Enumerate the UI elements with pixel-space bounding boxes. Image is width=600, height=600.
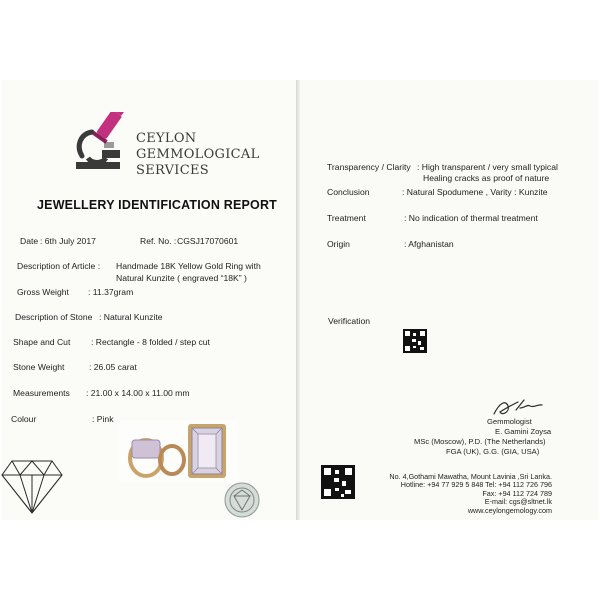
gemmologist-qualification-1: MSc (Moscow), P.D. (The Netherlands) <box>414 437 546 446</box>
contact-website[interactable]: www.ceylongemology.com <box>467 505 552 515</box>
measurements-value: : 21.00 x 14.00 x 11.00 mm <box>86 388 190 398</box>
transparency-value-2: Healing cracks as proof of nature <box>423 173 550 183</box>
microscope-logo-icon <box>72 112 130 174</box>
transparency-value-1: : High transparent / very small typical <box>417 162 558 172</box>
gemmologist-name: E. Gamini Zoysa <box>495 427 552 436</box>
stone-description-value: : Natural Kunzite <box>99 312 163 322</box>
origin-label: Origin <box>327 239 350 249</box>
conclusion-label: Conclusion <box>327 187 370 197</box>
ref-label: Ref. No. : <box>140 236 177 246</box>
description-line-1: Handmade 18K Yellow Gold Ring with <box>116 261 261 271</box>
stone-description-label: Description of Stone <box>15 312 93 322</box>
contact-block <box>374 473 552 515</box>
date-value: : 6th July 2017 <box>40 236 96 246</box>
colour-value: : Pink <box>92 414 114 424</box>
hologram-seal-icon <box>224 482 260 518</box>
description-line-2: Natural Kunzite ( engraved “18K” ) <box>116 273 247 283</box>
ref-value: CGSJ17070601 <box>177 236 239 246</box>
shape-value: : Rectangle - 8 folded / step cut <box>91 337 210 347</box>
conclusion-value: : Natural Spodumene , Varity : Kunzite <box>402 187 548 197</box>
page-fold <box>296 80 300 520</box>
stone-weight-value: : 26.05 carat <box>89 362 137 372</box>
treatment-label: Treatment <box>327 213 366 223</box>
contact-address: No. 4,Gothami Mawatha, Mount Lavinia ,Sri Lanka. <box>389 472 552 481</box>
origin-value: : Afghanistan <box>404 239 454 249</box>
website-qr-code[interactable] <box>321 465 355 499</box>
gross-weight-label: Gross Weight <box>17 287 69 297</box>
org-line-3: SERVICES <box>136 163 209 178</box>
contact-email[interactable]: E-mail: cgs@sltnet.lk <box>484 497 552 507</box>
contact-fax: Fax: +94 112 724 789 <box>482 488 552 498</box>
description-label: Description of Article : <box>17 261 101 271</box>
diamond-outline-icon <box>0 455 64 515</box>
gross-weight-value: : 11.37gram <box>88 287 134 297</box>
gemmologist-qualification-2: FGA (UK), G.G. (GIA, USA) <box>446 447 540 456</box>
colour-label: Colour <box>11 414 37 424</box>
ring-photo <box>118 420 238 482</box>
report-title: JEWELLERY IDENTIFICATION REPORT <box>37 198 278 212</box>
shape-label: Shape and Cut <box>13 337 71 347</box>
gemmologist-title: Gemmologist <box>487 417 532 426</box>
transparency-label: Transparency / Clarity <box>327 162 411 172</box>
treatment-value: : No indication of thermal treatment <box>404 213 538 223</box>
date-label: Date <box>20 236 39 246</box>
organization-name <box>136 131 260 179</box>
org-line-2: GEMMOLOGICAL <box>136 147 260 162</box>
verification-qr-code[interactable] <box>403 329 427 353</box>
measurements-label: Measurements <box>13 388 70 398</box>
org-line-1: CEYLON <box>136 131 197 146</box>
verification-label: Verification <box>328 316 371 326</box>
stone-weight-label: Stone Weight <box>13 362 65 372</box>
contact-phones: Hotline: +94 77 929 5 848 Tel: +94 112 726 796 <box>400 480 552 490</box>
